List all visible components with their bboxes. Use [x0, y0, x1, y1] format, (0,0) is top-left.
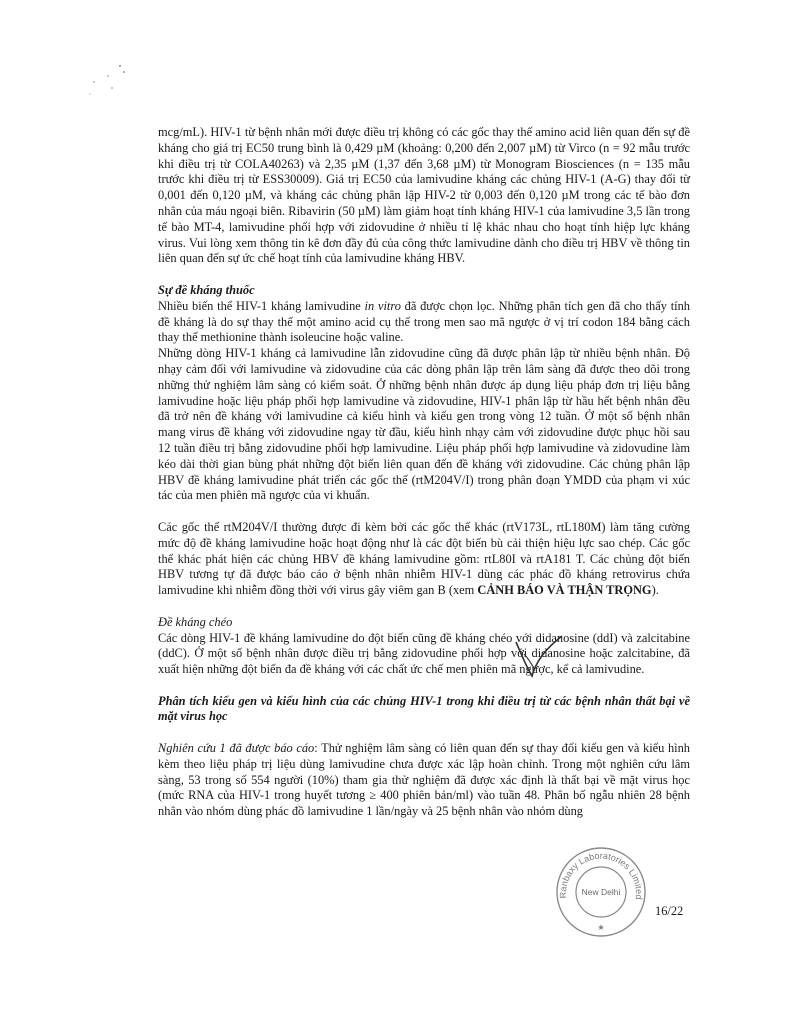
heading-drug-resistance: Sự đề kháng thuốc: [158, 282, 255, 297]
heading-cross-resistance: Đề kháng chéo: [158, 614, 233, 629]
paragraph-substitutions: Các gốc thế rtM204V/I thường được đi kèm bởi các gốc thế khác (rtV173L, rtL180M) làm tăng cường mức độ đề kháng lamivudine hoặc hoạt động như là các đột biến bù cải thiện hiệu lực sao chép. Các gốc thế khác phát hiện các chủng HBV đề kháng lamivudine gồm: rtL80I và rtA181 T. Các chủng đột biến HBV tương tự đã được báo cáo ở bệnh nhân nhiễm HIV-1 dùng các phác đồ kháng retrovirus chứa lamivudine khi nhiễm đồng thời với virus gây viêm gan B (xem CẢNH BÁO VÀ THẬN TRỌNG).: [158, 519, 690, 598]
paragraph-study-1: Nghiên cứu 1 đã được báo cáo: Thử nghiệm lâm sàng có liên quan đến sự thay đổi kiểu gen và kiểu hình kèm theo liệu pháp trị liệu dùng lamivudine chưa được xác lập hoàn chỉnh. Trong một nghiên cứu lâm sàng, 53 trong số 554 người (10%) tham gia thử nghiệm đã được xác định là thất bại về mặt virus học (mức RNA của HIV-1 trong huyết tương ≥ 400 phiên bản/ml) vào tuần 48. Phân bố ngẫu nhiên 28 bệnh nhân vào nhóm dùng phác đồ lamivudine 1 lần/ngày và 25 bệnh nhân vào nhóm dùng: [158, 741, 691, 819]
svg-text:★: ★: [597, 923, 605, 932]
document-body: [158, 125, 690, 820]
paragraph-dual-resistance: Những dòng HIV-1 kháng cả lamivudine lẫn zidovudine cũng đã được phân lập từ nhiều bệnh nhân. Độ nhạy cảm đối với lamivudine và zidovudine của các dòng phân lập trên lâm sàng đã được theo dõi trong những thử nghiệm lâm sàng có kiểm soát. Ở những bệnh nhân được áp dụng liệu pháp đơn trị liệu bằng lamivudine hoặc liệu pháp phối hợp lamivudine và zidovudine, HIV-1 phân lập từ hầu hết bệnh nhân đều đã trở nên đề kháng với lamivudine cả kiểu hình và kiểu gen trong vòng 12 tuần. Ở một số bệnh nhân mang virus đề kháng với zidovudine ngay từ đầu, kiểu hình nhạy cảm với zidovudine được phục hồi sau 12 tuần điều trị bằng zidovudine phối hợp lamivudine. Liệu pháp phối hợp lamivudine và zidovudine làm kéo dài thời gian bùng phát những đột biến liên quan đến đề kháng với zidovudine. Các chủng phân lập HBV đề kháng lamivudine phát triển các gốc thế (rtM204V/I) trong phân đoạn YMDD của phạm vi xúc tác của men phiên mã ngược của vi khuẩn.: [158, 346, 690, 503]
heading-genotype-analysis: Phân tích kiểu gen và kiểu hình của các chủng HIV-1 trong khi điều trị từ các bệnh nhân thất bại về mặt virus học: [158, 693, 690, 724]
paragraph-ec50: mcg/mL). HIV-1 từ bệnh nhân mới được điều trị không có các gốc thay thế amino acid liên quan đến sự đề kháng cho giá trị EC50 trung bình là 0,429 µM (khoảng: 0,200 đến 2,007 µM) từ Virco (n = 92 mẫu trước khi điều trị từ COLA40263) và 2,35 µM (1,37 đến 3,68 µM) từ Monogram Biosciences (n = 135 mẫu trước khi điều trị từ ESS30009). Giá trị EC50 của lamivudine kháng các chủng HIV-1 (A-G) thay đổi từ 0,001 đến 0,120 µM, và kháng các chủng phân lập HIV-2 từ 0,003 đến 0,120 µM trong các tế bào đơn nhân của máu ngoại biên. Ribavirin (50 µM) làm giảm hoạt tính kháng HIV-1 của lamivudine 3,5 lần trong tế bào MT-4, lamivudine phối hợp với zidovudine ở nhiều tỉ lệ khác nhau cho hoạt tính hiệp lực kháng virus. Vui lòng xem thông tin kê đơn đầy đủ của công thức lamivudine dành cho điều trị HBV về thông tin liên quan đến sự ức chế hoạt tính của lamivudine kháng HBV.: [158, 125, 690, 266]
page-number: 16/22: [655, 904, 684, 918]
handwritten-signature-mark: [510, 632, 570, 692]
svg-text:New Delhi: New Delhi: [581, 887, 621, 897]
paragraph-cross-resistance: Các dòng HIV-1 đề kháng lamivudine do đột biến cũng đề kháng chéo với didanosine (ddI) và zalcitabine (ddC). Ở một số bệnh nhân được điều trị bằng zidovudine phối hợp với didanosine hoặc zalcitabine, đã xuất hiện những đột biến đa đề kháng với các chất ức chế men phiên mã ngược, kể cả lamivudine.: [158, 630, 690, 677]
paragraph-resistance-variants: Nhiều biến thể HIV-1 kháng lamivudine in vitro đã được chọn lọc. Những phân tích gen đã cho thấy tính đề kháng là do sự thay thế một amino acid cụ thể trong men sao mã ngược ở vị trí codon 184 bằng cách thay thế methionine thành isoleucine hoặc valine.: [158, 298, 690, 345]
scan-artifact-dots: [82, 60, 142, 100]
svg-text:Ranbaxy Laboratories Limited: Ranbaxy Laboratories Limited: [557, 850, 645, 900]
company-seal-stamp: [553, 844, 649, 940]
